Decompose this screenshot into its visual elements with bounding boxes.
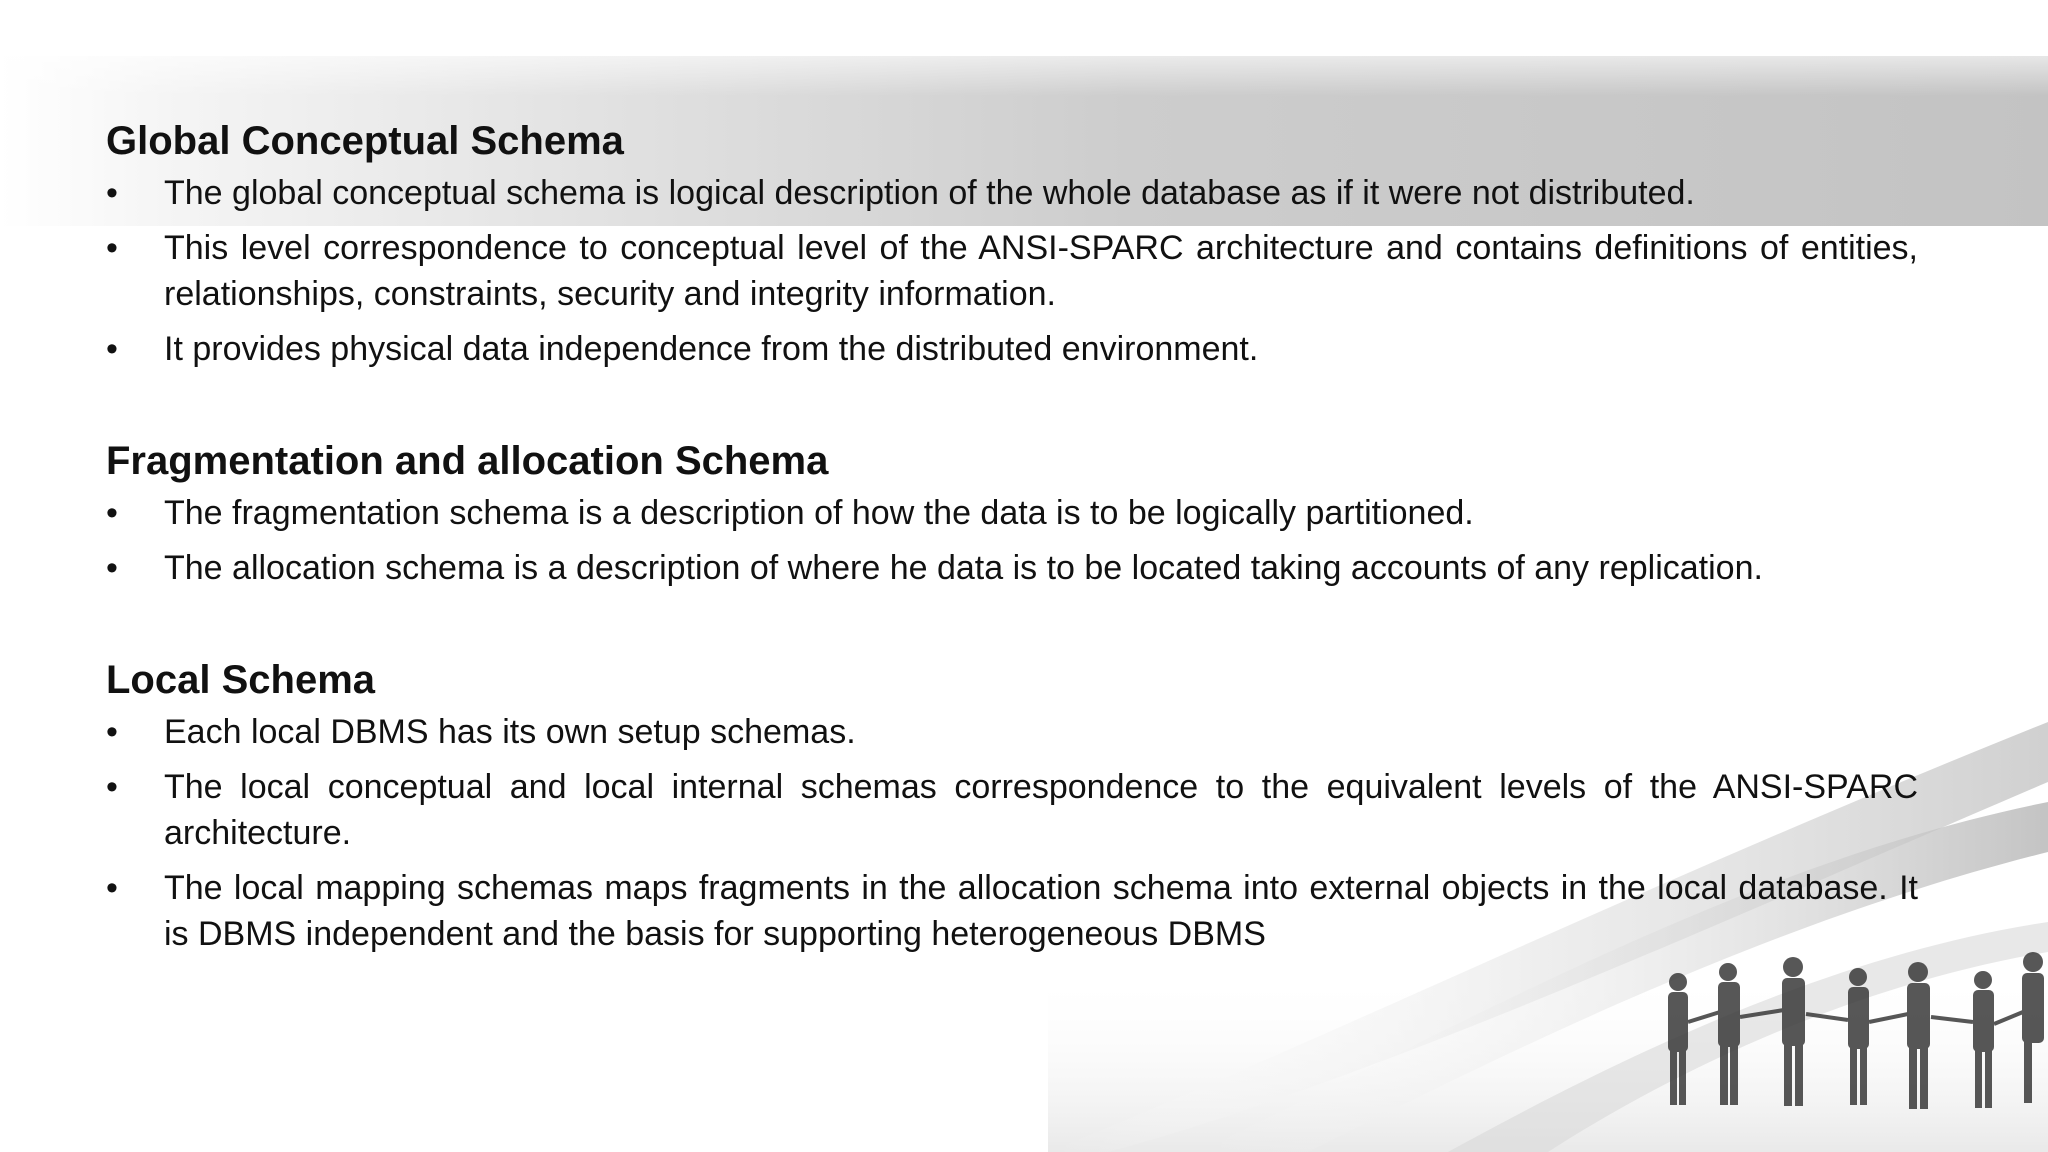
header-fade	[0, 56, 2048, 96]
section-title: Local Schema	[106, 658, 376, 702]
bullet-icon: •	[106, 549, 118, 587]
bullet-text: This level correspondence to conceptual level of the ANSI-SPARC architecture and contains definitions of entities, relationships, constraints, security and integrity information.	[164, 229, 1918, 313]
bullet-icon: •	[106, 713, 118, 751]
bullet-list	[106, 709, 1918, 957]
bullet-text: Each local DBMS has its own setup schemas.	[164, 713, 856, 751]
bullet-item	[106, 225, 1918, 317]
bullet-list	[106, 170, 1918, 372]
bullet-text: The local conceptual and local internal schemas correspondence to the equivalent levels of the ANSI-SPARC architecture.	[164, 768, 1918, 852]
bullet-text: The fragmentation schema is a description of how the data is to be logically partitioned.	[164, 494, 1474, 532]
bullet-item	[106, 545, 1918, 591]
section-global-conceptual-schema	[106, 118, 1918, 372]
bullet-list	[106, 490, 1918, 591]
bullet-item	[106, 490, 1918, 536]
bullet-item	[106, 764, 1918, 856]
section-local-schema	[106, 657, 1918, 957]
bullet-text: It provides physical data independence from the distributed environment.	[164, 330, 1259, 368]
bullet-item	[106, 865, 1918, 957]
slide-content	[106, 118, 1918, 966]
bullet-item	[106, 326, 1918, 372]
bullet-icon: •	[106, 768, 118, 806]
section-title: Fragmentation and allocation Schema	[106, 439, 829, 483]
section-title: Global Conceptual Schema	[106, 119, 624, 163]
bullet-text: The local mapping schemas maps fragments in the allocation schema into external objects in the local database. It is DBMS independent and the basis for supporting heterogeneous DBMS	[164, 869, 1918, 953]
bullet-icon: •	[106, 174, 118, 212]
section-fragmentation-allocation-schema	[106, 438, 1918, 591]
bullet-text: The allocation schema is a description of where he data is to be located taking accounts of any replication.	[164, 549, 1763, 587]
bullet-icon: •	[106, 229, 118, 267]
bullet-item	[106, 709, 1918, 755]
bullet-icon: •	[106, 869, 118, 907]
bullet-item	[106, 170, 1918, 216]
bullet-text: The global conceptual schema is logical description of the whole database as if it were not distributed.	[164, 174, 1695, 212]
bullet-icon: •	[106, 330, 118, 368]
bullet-icon: •	[106, 494, 118, 532]
